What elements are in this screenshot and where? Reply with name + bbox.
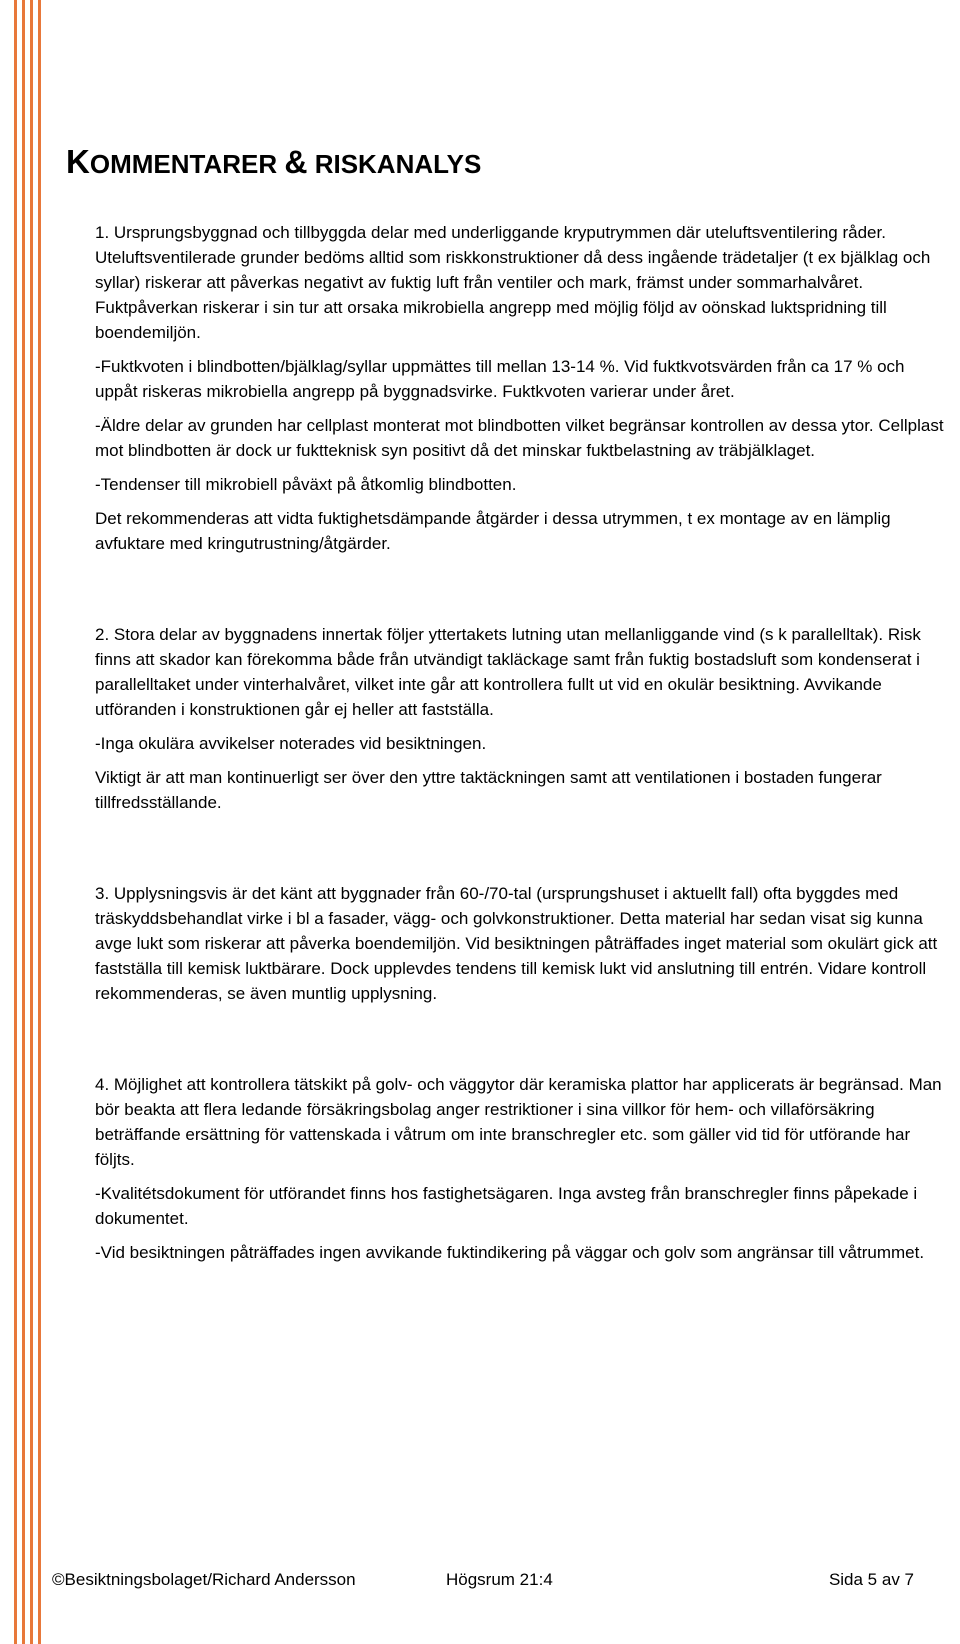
paragraph: 3. Upplysningsvis är det känt att byggnader från 60-/70-tal (ursprungshuset i aktuellt fall) ofta byggdes med träskyddsbehandlat virke i bl a fasader, vägg- och golvkonstruktioner. Detta material har sedan visat sig kunna avge lukt som riskerar att påverka boendemiljön. Vid besiktningen påträffades inget material som okulärt gick att fastställa till kemisk luktbärare. Dock upplevdes tendens till kemisk lukt vid anslutning till entrén. Vidare kontroll rekommenderas, se även muntlig upplysning. xyxy=(95,884,938,1003)
paragraph: -Äldre delar av grunden har cellplast monterat mot blindbotten vilket begränsar kontrollen av dessa ytor. Cellplast mot blindbotten är dock ur fuktteknisk syn positivt då det minskar fuktbelastning av träbjälklaget. xyxy=(95,416,944,460)
page-title xyxy=(66,139,481,187)
title-ampersand: & xyxy=(284,144,308,180)
page-footer xyxy=(0,1567,960,1592)
margin-stripe-2 xyxy=(22,0,25,1644)
paragraph: -Inga okulära avvikelser noterades vid besiktningen. xyxy=(95,734,487,753)
paragraph: -Kvalitétsdokument för utförandet finns hos fastighetsägaren. Inga avsteg från branschregler finns påpekade i dokumentet. xyxy=(95,1184,918,1228)
paragraph: 1. Ursprungsbyggnad och tillbyggda delar med underliggande kryputrymmen där uteluftsventilering råder. Uteluftsventilerade grunder bedöms alltid som riskkonstruktioner då dess ingående trädetaljer (t ex bjälklag och syllar) riskerar att påverkas negativt av fuktig luft från ventiler och mark, främst under sommarhalvåret. Fuktpåverkan riskerar i sin tur att orsaka mikrobiella angrepp med möjlig följd av oönskad luktspridning till boendemiljön. xyxy=(95,223,931,342)
footer-page-number: Sida 5 av 7 xyxy=(828,1570,914,1589)
footer-copyright: ©Besiktningsbolaget/Richard Andersson xyxy=(52,1570,356,1589)
section-2 xyxy=(95,622,947,815)
margin-stripe-4 xyxy=(38,0,41,1644)
title-word-2: RISKANALYS xyxy=(307,149,482,179)
title-word-1: OMMENTARER xyxy=(89,149,285,179)
document-body xyxy=(95,220,947,1265)
paragraph: 2. Stora delar av byggnadens innertak följer yttertakets lutning utan mellanliggande vind (s k parallelltak). Risk finns att skador kan förekomma både från utvändigt takläckage samt från fuktig bostadsluft som kondenserat i parallelltaket under vinterhalvåret, vilket inte går att kontrollera fullt ut vid en okulär besiktning. Avvikande utföranden i konstruktionen går ej heller att fastställa. xyxy=(95,625,921,719)
paragraph: 4. Möjlighet att kontrollera tätskikt på golv- och väggytor där keramiska plattor har applicerats är begränsad. Man bör beakta att flera ledande försäkringsbolag anger restriktioner i sina villkor för hem- och villaförsäkring beträffande ersättning för vattenskada i våtrum om inte branschregler etc. som gäller vid tid för utförande har följts. xyxy=(95,1075,942,1169)
paragraph: -Fuktkvoten i blindbotten/bjälklag/syllar uppmättes till mellan 13-14 %. Vid fuktkvotsvärden från ca 17 % och uppåt riskeras mikrobiella angrepp på byggnadsvirke. Fuktkvoten varierar under året. xyxy=(95,357,905,401)
section-1 xyxy=(95,220,947,556)
margin-stripe-1 xyxy=(14,0,17,1644)
paragraph: -Vid besiktningen påträffades ingen avvikande fuktindikering på väggar och golv som angränsar till våtrummet. xyxy=(95,1243,925,1262)
title-initial: K xyxy=(66,143,90,180)
footer-property: Högsrum 21:4 xyxy=(446,1570,553,1589)
margin-stripe-3 xyxy=(30,0,33,1644)
paragraph: Viktigt är att man kontinuerligt ser över den yttre taktäckningen samt att ventilationen i bostaden fungerar tillfredsställande. xyxy=(95,768,882,812)
section-3 xyxy=(95,881,947,1006)
paragraph: -Tendenser till mikrobiell påväxt på åtkomlig blindbotten. xyxy=(95,475,517,494)
paragraph: Det rekommenderas att vidta fuktighetsdämpande åtgärder i dessa utrymmen, t ex montage av en lämplig avfuktare med kringutrustning/åtgärder. xyxy=(95,509,891,553)
section-4 xyxy=(95,1072,947,1265)
